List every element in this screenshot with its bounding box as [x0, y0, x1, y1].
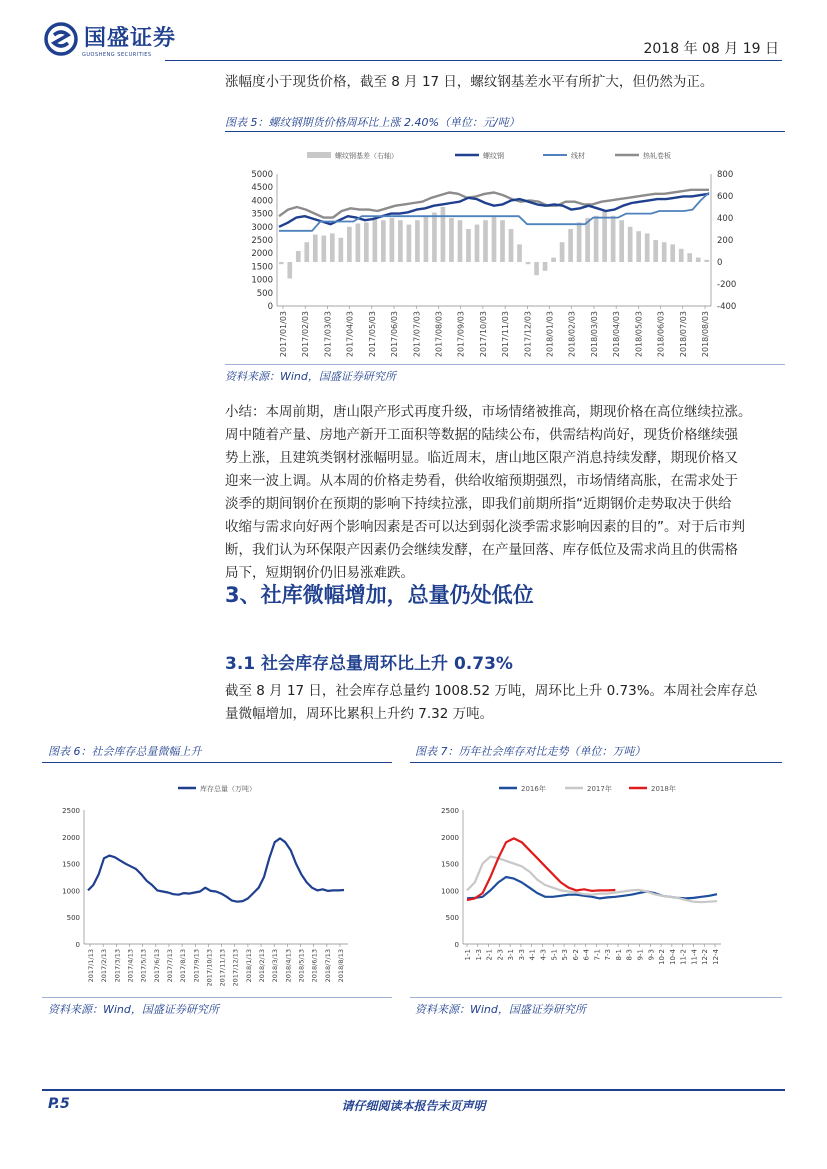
x-tick-label: 2017/11/13 — [218, 949, 227, 987]
x-tick-label: 2017/06/03 — [390, 311, 400, 358]
legend-label: 螺纹钢基差（右轴） — [335, 152, 398, 160]
basis-bar — [304, 242, 309, 262]
section-3-title: 3、社库微幅增加，总量仍处低位 — [225, 583, 534, 607]
y-tick-label: 1000 — [441, 887, 459, 896]
x-tick-label: 2017/02/03 — [301, 311, 311, 358]
y-tick-label: 1000 — [251, 275, 273, 286]
legend-label: 螺纹钢 — [483, 152, 504, 160]
basis-bar — [628, 227, 633, 262]
x-tick-label: 2018/3/13 — [271, 949, 280, 983]
basis-bar — [441, 207, 446, 262]
basis-bar — [296, 251, 301, 262]
basis-bar — [407, 225, 412, 262]
logo — [44, 22, 176, 56]
figure7-chart — [415, 770, 745, 992]
basis-bar — [356, 224, 361, 263]
basis-bar — [585, 218, 590, 262]
x-tick-label: 2017/2/13 — [100, 949, 109, 983]
basis-bar — [543, 262, 548, 271]
y-tick-label: 3000 — [251, 222, 273, 233]
figure7-caption: 图表 7：历年社会库存对比走势（单位：万吨） — [415, 745, 646, 758]
x-tick-label: 8-1 — [614, 949, 623, 961]
legend-label: 2016年 — [521, 785, 546, 793]
y-tick-label: 0 — [454, 941, 459, 949]
x-tick-label: 2017/04/03 — [345, 311, 355, 358]
y2-tick-label: -200 — [717, 280, 737, 290]
x-tick-label: 2017/6/13 — [152, 949, 161, 983]
x-tick-label: 2018/7/13 — [323, 949, 332, 983]
x-tick-label: 9-1 — [636, 949, 645, 961]
x-tick-label: 2018/05/03 — [634, 311, 644, 358]
x-tick-label: 2017/01/03 — [279, 311, 288, 358]
x-tick-label: 2017/08/03 — [434, 311, 444, 358]
page-number: P.5 — [48, 1096, 70, 1112]
figure6-bottom-rule — [42, 997, 392, 998]
figure6-caption: 图表 6：社会库存总量微幅上升 — [48, 745, 202, 758]
figure6-chart — [48, 770, 358, 992]
report-date: 2018 年 08 月 19 日 — [643, 41, 779, 57]
x-tick-label: 11-4 — [690, 949, 699, 965]
basis-bar — [432, 213, 437, 263]
x-tick-label: 2018/03/03 — [589, 311, 599, 358]
x-tick-label: 2018/07/03 — [678, 311, 688, 358]
x-tick-label: 2017/12/13 — [231, 949, 240, 987]
y-tick-label: 500 — [445, 914, 459, 923]
y-tick-label: 5000 — [251, 170, 273, 180]
x-tick-label: 6-4 — [582, 949, 591, 961]
x-tick-label: 5-1 — [550, 949, 559, 961]
x-tick-label: 2017/10/13 — [205, 949, 214, 987]
y-tick-label: 2000 — [62, 833, 80, 842]
basis-bar — [619, 220, 624, 262]
figure7-source: 资料来源：Wind，国盛证券研究所 — [415, 1003, 586, 1016]
basis-bar — [347, 227, 352, 262]
basis-bar — [611, 216, 616, 262]
basis-bar — [526, 262, 531, 264]
footer-disclaimer: 请仔细阅读本报告末页声明 — [341, 1099, 486, 1113]
y-tick-label: 4000 — [251, 196, 273, 207]
x-tick-label: 2017/05/03 — [367, 311, 377, 358]
summary-line: 淡季的期间钢价在预期的影响下持续拉涨，即我们前期所指“近期钢价走势取决于供给 — [225, 496, 732, 512]
basis-bar — [704, 260, 709, 262]
basis-bar — [483, 220, 488, 262]
legend-label: 2017年 — [587, 785, 612, 793]
x-tick-label: 2017/4/13 — [126, 949, 135, 983]
y-tick-label: 0 — [267, 302, 273, 312]
y2-tick-label: 400 — [717, 214, 734, 224]
y-tick-label: 0 — [75, 941, 80, 949]
y-tick-label: 1500 — [251, 262, 273, 273]
x-tick-label: 2017/07/03 — [412, 311, 422, 358]
x-tick-label: 2018/08/03 — [701, 311, 710, 358]
x-tick-label: 2017/11/03 — [501, 311, 511, 358]
basis-bar — [279, 262, 284, 264]
x-tick-label: 3-3 — [517, 949, 526, 961]
basis-bar — [670, 244, 675, 262]
basis-bar — [321, 236, 326, 262]
logo-subtext: GUOSHENG SECURITIES — [82, 52, 152, 58]
section-3-1-title: 3.1 社会库存总量周环比上升 0.73% — [225, 654, 513, 674]
summary-line: 局下，短期钢价仍旧易涨难跌。 — [225, 565, 414, 581]
x-tick-label: 1-3 — [474, 949, 483, 961]
summary-line: 迎来一波上调。从本周的价格走势看，供给收缩预期强烈，市场情绪高胀，在需求处于 — [225, 473, 738, 489]
x-tick-label: 12-2 — [701, 949, 710, 965]
basis-bar — [390, 218, 395, 262]
basis-bar — [679, 249, 684, 262]
x-tick-label: 2018/01/03 — [545, 311, 555, 358]
x-tick-label: 2018/1/13 — [244, 949, 253, 983]
basis-bar — [458, 220, 463, 262]
basis-bar — [492, 216, 497, 262]
summary-line: 小结：本周前期，唐山限产形式再度升级，市场情绪被推高，期现价格在高位继续拉涨。 — [225, 404, 752, 420]
x-tick-label: 2018/2/13 — [258, 949, 267, 983]
section-3-1-paragraph — [225, 680, 785, 726]
logo-text: 国盛证券 — [84, 26, 177, 51]
y-tick-label: 2000 — [251, 249, 273, 260]
summary-line: 断，我们认为环保限产因素仍会继续发酵，在产量回落、库存低位及需求尚且的供需格 — [225, 542, 738, 558]
basis-bar — [568, 229, 573, 262]
basis-bar — [381, 220, 386, 262]
y-tick-label: 2500 — [62, 807, 80, 815]
basis-bar — [449, 218, 454, 262]
summary-line: 周中随着产量、房地产新开工面积等数据的陆续公布，供需结构尚好，现货价格继续强 — [225, 427, 738, 443]
figure5-bottom-rule — [225, 364, 785, 365]
basis-bar — [687, 253, 692, 262]
basis-bar — [364, 222, 369, 262]
x-tick-label: 6-2 — [571, 949, 580, 961]
summary-line: 收缩与需求向好两个影响因素是否可以达到弱化淡季需求影响因素的目的”。对于后市判 — [225, 519, 745, 535]
basis-bar — [594, 216, 599, 262]
x-tick-label: 8-3 — [625, 949, 634, 961]
y-tick-label: 1500 — [441, 860, 459, 869]
intro-paragraph: 涨幅度小于现货价格，截至 8 月 17 日，螺纹钢基差水平有所扩大，但仍然为正。 — [225, 74, 714, 90]
x-tick-label: 2018/4/13 — [284, 949, 293, 983]
y-tick-label: 2000 — [441, 833, 459, 842]
basis-bar — [500, 220, 505, 262]
x-tick-label: 1-1 — [464, 949, 472, 961]
x-tick-label: 2017/09/03 — [456, 311, 466, 358]
basis-bar — [313, 235, 318, 263]
x-tick-label: 2018/5/13 — [297, 949, 306, 983]
x-tick-label: 7-3 — [604, 949, 613, 961]
basis-bar — [696, 258, 701, 262]
legend-label: 热轧卷板 — [643, 152, 671, 160]
y2-tick-label: 600 — [717, 192, 734, 202]
section-3-1-line: 截至 8 月 17 日，社会库存总量约 1008.52 万吨，周环比上升 0.73%。本周社会库存总 — [225, 683, 758, 699]
figure6-top-rule — [42, 762, 392, 763]
x-tick-label: 2017/9/13 — [192, 949, 201, 983]
basis-bar — [424, 216, 429, 262]
basis-bar — [509, 229, 514, 262]
x-tick-label: 2017/8/13 — [179, 949, 188, 983]
basis-bar — [398, 220, 403, 262]
y2-tick-label: 800 — [717, 170, 734, 180]
x-tick-label: 2-1 — [485, 949, 494, 961]
x-tick-label: 10-2 — [658, 949, 667, 965]
figure5-chart — [225, 140, 785, 362]
y-tick-label: 2500 — [251, 236, 273, 246]
basis-bar — [577, 222, 582, 262]
basis-bar — [645, 233, 650, 262]
x-tick-label: 5-3 — [561, 949, 570, 961]
basis-bar — [551, 258, 556, 262]
figure5-top-rule — [225, 131, 785, 132]
x-tick-label: 2-3 — [496, 949, 505, 961]
basis-bar — [330, 233, 335, 262]
basis-bar — [475, 225, 480, 262]
basis-bar — [653, 240, 658, 262]
y-tick-label: 1500 — [62, 860, 80, 869]
basis-bar — [287, 262, 292, 279]
figure7-bottom-rule — [410, 997, 782, 998]
x-tick-label: 4-3 — [539, 949, 548, 961]
x-tick-label: 7-1 — [593, 949, 602, 961]
x-tick-label: 10-4 — [668, 949, 677, 965]
legend-label: 2018年 — [651, 785, 676, 793]
y-tick-label: 2500 — [441, 807, 459, 815]
x-tick-label: 2018/6/13 — [310, 949, 319, 983]
basis-bar — [662, 242, 667, 262]
basis-bar — [466, 229, 471, 262]
x-tick-label: 12-4 — [712, 949, 720, 965]
x-tick-label: 2018/8/13 — [337, 949, 345, 983]
x-tick-label: 2018/02/03 — [567, 311, 577, 358]
y-tick-label: 500 — [256, 288, 273, 299]
basis-bar — [517, 244, 522, 262]
x-tick-label: 2017/12/03 — [523, 311, 533, 358]
x-tick-label: 2017/1/13 — [87, 949, 95, 983]
x-tick-label: 2017/10/03 — [478, 311, 488, 358]
x-tick-label: 2018/06/03 — [656, 311, 666, 358]
summary-line: 势上涨，且建筑类钢材涨幅明显。临近周末，唐山地区限产消息持续发酵，期现价格又 — [225, 450, 738, 466]
basis-bar — [415, 220, 420, 262]
series-line — [88, 838, 344, 901]
x-tick-label: 2017/03/03 — [323, 311, 333, 358]
basis-bar — [560, 242, 565, 262]
x-tick-label: 4-1 — [528, 949, 537, 961]
basis-bar — [338, 238, 343, 262]
figure5-source: 资料来源：Wind，国盛证券研究所 — [225, 370, 396, 383]
y2-tick-label: 0 — [717, 258, 723, 268]
x-tick-label: 2017/5/13 — [139, 949, 148, 983]
logo-icon — [44, 22, 78, 56]
figure6-source: 资料来源：Wind，国盛证券研究所 — [48, 1003, 219, 1016]
y2-tick-label: -400 — [717, 302, 737, 312]
x-tick-label: 2017/3/13 — [113, 949, 122, 983]
x-tick-label: 11-2 — [679, 949, 688, 965]
x-tick-label: 3-1 — [507, 949, 516, 961]
basis-bar — [534, 262, 539, 275]
y-tick-label: 4500 — [251, 183, 273, 194]
header-rule — [165, 60, 782, 61]
figure5-caption: 图表 5：螺纹钢期货价格周环比上涨 2.40%（单位：元/吨） — [225, 116, 520, 129]
x-tick-label: 9-3 — [647, 949, 656, 961]
basis-bar — [636, 231, 641, 262]
x-tick-label: 2017/7/13 — [165, 949, 174, 983]
basis-bar — [602, 211, 607, 262]
y-tick-label: 3500 — [251, 209, 273, 220]
section-3-1-line: 量微幅增加，周环比累积上升约 7.32 万吨。 — [225, 706, 494, 722]
legend-label: 线材 — [571, 152, 585, 160]
x-tick-label: 2018/04/03 — [612, 311, 622, 358]
basis-bar — [373, 216, 378, 262]
y-tick-label: 1000 — [62, 887, 80, 896]
y-tick-label: 500 — [66, 914, 80, 923]
legend-label: 库存总量（万吨） — [200, 785, 256, 793]
footer-rule — [42, 1089, 785, 1091]
figure7-top-rule — [410, 762, 782, 763]
summary-paragraph — [225, 401, 785, 585]
y2-tick-label: 200 — [717, 236, 734, 246]
